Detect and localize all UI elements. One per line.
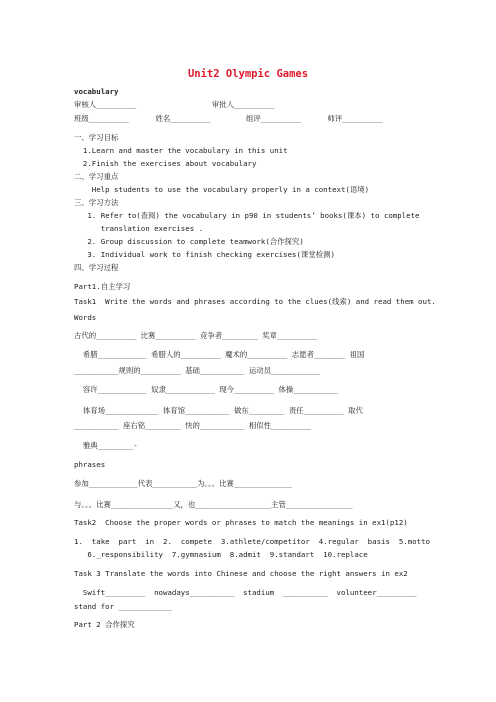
phrases-row-1: 参加___________代表__________为。。。比赛_____________ [74,479,292,488]
words-label: Words [74,313,97,322]
class-name-line: 班级_________ 姓名_________ 组评_________ 师评_________ [74,114,383,123]
task3-instruction: Task 3 Translate the words into Chinese and choose the right answers in ex2 [74,569,408,578]
words-row-5: 雅典________- [74,441,138,450]
goal-1: 1.Learn and master the vocabulary in this unit [74,146,288,155]
reviewer-line: 审核人_________ 审批人_________ [74,100,275,109]
heading-goals: 一、学习目标 [74,133,119,142]
words-row-4: 体育场____________ 体育馆__________ 做东________ 责任_________ 取代 [74,406,363,415]
task3-words-cont: stand for ____________ [74,602,172,611]
method-1-cont: translation exercises . [74,224,204,233]
heading-methods: 三、学习方法 [74,198,119,207]
words-row-2: 希腊___________ 希腊人的_________ 魔术的_________ 志愿者_______ 祖国 [74,350,365,359]
words-row-1: 古代的_________ 比赛_________ 竞争者________ 奖章_________ [74,331,317,340]
words-row-3: 容许___________ 奴隶___________ 现今_________ 体操__________ [74,385,338,394]
goal-2: 2.Finish the exercises about vocabulary [74,159,257,168]
method-2: 2. Group discussion to complete teamwork(合作探究) [74,237,304,246]
phrases-row-2: 与。。。比赛______________又，也_________________主管_______________ [74,500,353,509]
document-title: Unit2 Olympic Games [187,68,309,80]
key-point-1: Help students to use the vocabulary properly in a context(语境) [74,185,370,194]
task2-instruction: Task2 Choose the proper words or phrases to match the meanings in ex1(p12) [74,518,408,527]
task2-answers-1: 1. take part in 2. compete 3.athlete/competitor 4.regular basis 5.motto [74,537,430,546]
task3-words: Swift_________ nowadays__________ stadium __________ volunteer_________ [74,588,417,597]
words-row-2-cont: __________规则的_________ 基础__________ 运动员___________ [74,366,321,375]
part1-heading: Part1.自主学习 [74,282,131,291]
method-3: 3. Individual work to finish checking exercises(课堂检测) [74,250,335,259]
words-row-4-cont: __________ 座右铭________ 快的__________ 相似性_________ [74,421,312,430]
section-vocabulary: vocabulary [74,87,119,96]
phrases-label: phrases [74,460,106,469]
part2-heading: Part 2 合作探究 [74,620,135,629]
heading-key-points: 二、学习重点 [74,172,119,181]
method-1: 1. Refer to(查阅) the vocabulary in p90 in students’ books(课本) to complete [74,211,420,220]
task1-instruction: Task1 Write the words and phrases according to the clues(线索) and read them out. [74,297,436,306]
heading-process: 四、学习过程 [74,263,119,272]
task2-answers-2: 6._responsibility 7.gymnasium 8.admit 9.standart 10.replace [74,550,368,559]
